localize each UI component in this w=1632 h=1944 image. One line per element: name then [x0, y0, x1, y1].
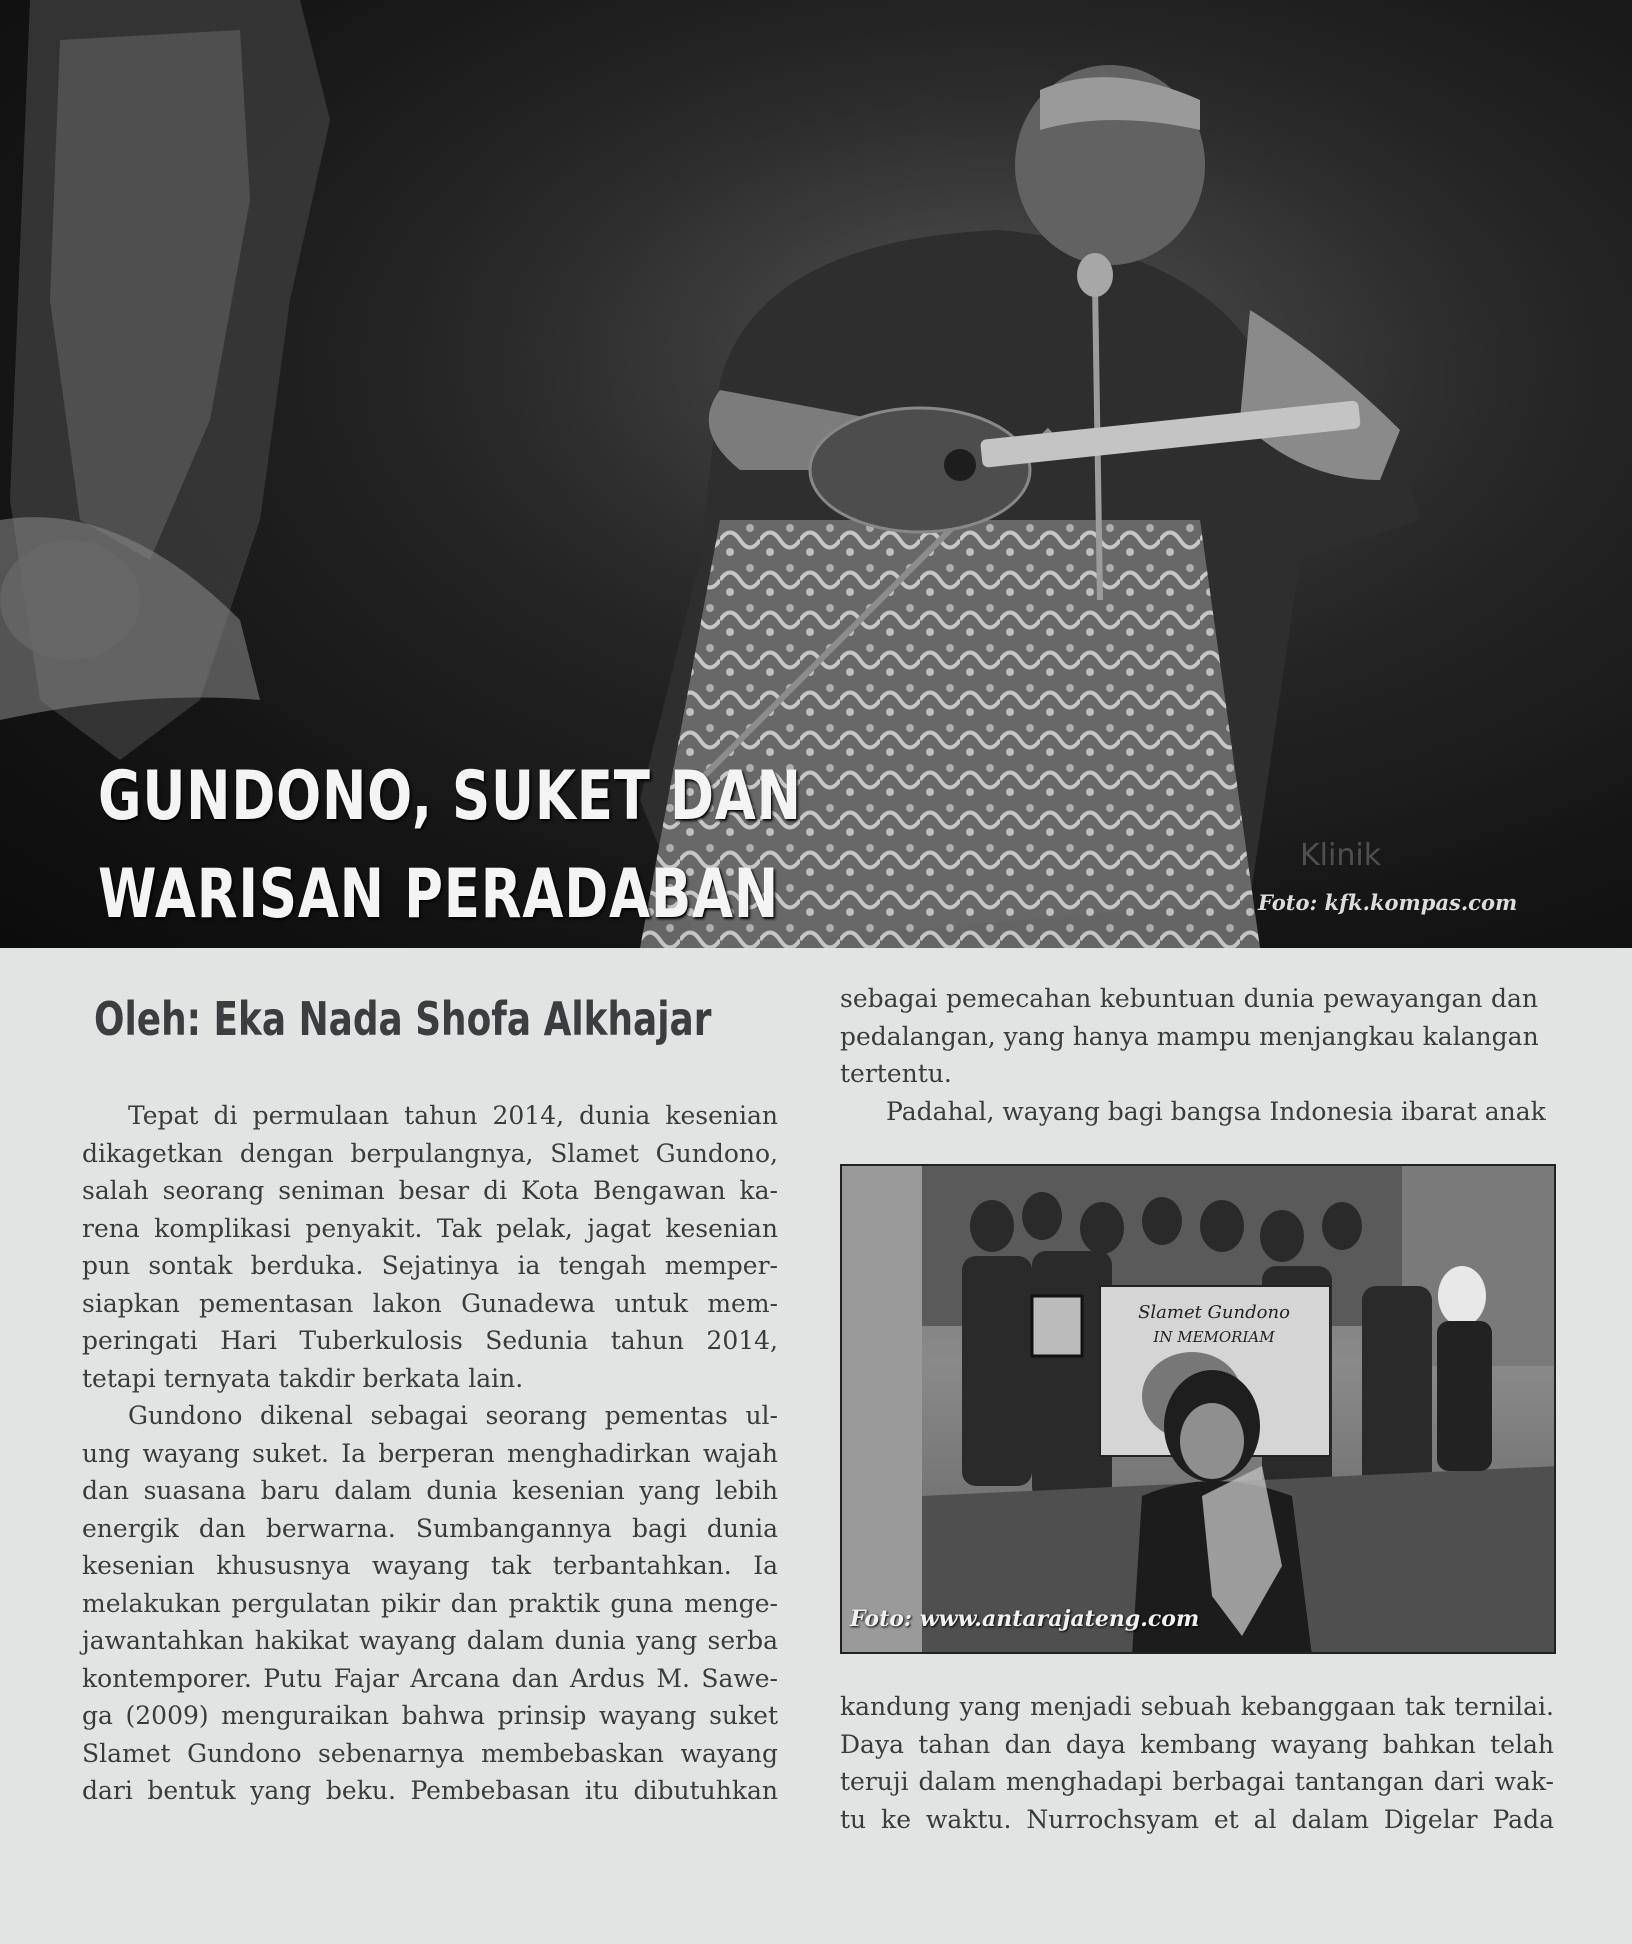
- text-line: Padahal, wayang bagi bangsa Indonesia ibarat anak: [886, 1096, 1546, 1126]
- text-line: kandung yang menjadi sebuah kebanggaan tak ternilai.: [840, 1692, 1554, 1721]
- text-line: sebagai pemecahan kebuntuan dunia pewayangan dan: [840, 984, 1538, 1013]
- text-line: kesenian khususnya wayang tak terbantahkan. Ia: [82, 1551, 778, 1580]
- text-line: ga (2009) menguraikan bahwa prinsip wayang suket: [82, 1701, 778, 1730]
- text-line: Slamet Gundono sebenarnya membebaskan wayang: [82, 1738, 778, 1768]
- text-line: ung wayang suket. Ia berperan menghadirkan wajah: [82, 1438, 778, 1468]
- text-line: rena komplikasi penyakit. Tak pelak, jagat kesenian: [82, 1213, 778, 1243]
- headline-line-1: GUNDONO, SUKET DAN: [98, 757, 802, 836]
- text-line: Daya tahan dan daya kembang wayang bahkan telah: [840, 1729, 1554, 1759]
- inset-photo-illustration: [842, 1166, 1556, 1654]
- left-column: [82, 1097, 778, 1810]
- text-line: energik dan berwarna. Sumbangannya bagi dunia: [82, 1513, 778, 1543]
- text-line: salah seorang seniman besar di Kota Bengawan ka-: [82, 1176, 778, 1205]
- text-line: kontemporer. Putu Fajar Arcana dan Ardus M. Sawe-: [82, 1663, 778, 1693]
- text-line: dan suasana baru dalam dunia kesenian yang lebih: [82, 1476, 778, 1505]
- text-line: Gundono dikenal sebagai seorang pementas ul-: [128, 1401, 778, 1430]
- right-paragraph-1: [840, 980, 1538, 1093]
- text-line: pedalangan, yang hanya mampu menjangkau kalangan: [840, 1021, 1539, 1051]
- inset-photo: [840, 1164, 1556, 1654]
- byline: Oleh: Eka Nada Shofa Alkhajar: [94, 992, 712, 1046]
- hero-photo: [0, 0, 1632, 948]
- banner-title: Slamet Gundono: [1138, 1302, 1290, 1323]
- right-paragraph-3: [840, 1688, 1554, 1838]
- text-line: tetapi ternyata takdir berkata lain.: [82, 1363, 524, 1393]
- text-line: tertentu.: [840, 1059, 952, 1088]
- text-line: Tepat di permulaan tahun 2014, dunia kesenian: [128, 1101, 778, 1130]
- text-line: dari bentuk yang beku. Pembebasan itu dibutuhkan: [82, 1776, 778, 1805]
- text-line: tu ke waktu. Nurrochsyam et al dalam Digelar Pada: [840, 1804, 1554, 1834]
- hero-photo-credit: Foto: kfk.kompas.com: [1258, 890, 1518, 915]
- text-line: teruji dalam menghadapi berbagai tantangan dari wak-: [840, 1767, 1554, 1796]
- left-paragraph-1: [82, 1097, 778, 1397]
- headline-line-2: WARISAN PERADABAN: [98, 855, 780, 934]
- right-column-bottom: [840, 1688, 1554, 1838]
- inset-photo-credit: Foto: www.antarajateng.com: [850, 1606, 1200, 1632]
- text-line: pun sontak berduka. Sejatinya ia tengah memper-: [82, 1251, 778, 1280]
- text-line: jawantahkan hakikat wayang dalam dunia yang serba: [82, 1626, 778, 1655]
- text-line: siapkan pementasan lakon Gunadewa untuk mem-: [82, 1288, 778, 1318]
- banner-subtitle: IN MEMORIAM: [1153, 1328, 1275, 1346]
- left-paragraph-2: [82, 1397, 778, 1810]
- headline: [98, 748, 802, 944]
- text-line: melakukan pergulatan pikir dan praktik guna menge-: [82, 1588, 778, 1618]
- hero-watermark: Klinik: [1300, 838, 1382, 873]
- text-line: peringati Hari Tuberkulosis Sedunia tahun 2014,: [82, 1326, 778, 1355]
- text-line: dikagetkan dengan berpulangnya, Slamet Gundono,: [82, 1138, 778, 1168]
- right-paragraph-2: [840, 1093, 1546, 1131]
- right-column-top: [840, 980, 1546, 1130]
